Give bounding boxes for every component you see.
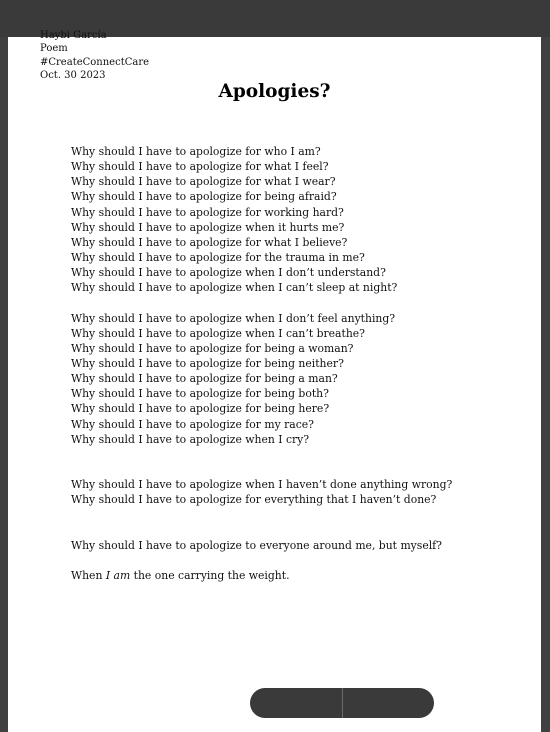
poem-line: Why should I have to apologize when I don’t feel anything? [71,311,396,325]
final-line-start: When [71,568,106,582]
poem-line: Why should I have to apologize for being here? [71,402,330,416]
page-controls[interactable] [250,688,434,718]
poem-line: Why should I have to apologize for everything that I haven’t done? [71,493,437,507]
poem-line: Why should I have to apologize to everyone around me, but myself? [71,538,442,552]
poem-line: Why should I have to apologize for my race? [71,417,314,431]
stanza-1 [71,144,452,295]
poem-line: Why should I have to apologize for the trauma in me? [71,250,365,264]
final-line-emphasis: I am [105,568,131,582]
poem-line: Why should I have to apologize when I can’t breathe? [71,326,365,340]
hashtag: #CreateConnectCare [40,56,150,68]
poem-line: Why should I have to apologize for what I feel? [71,160,329,174]
poem-line: Why should I have to apologize for what I wear? [71,175,336,189]
poem-line: Why should I have to apologize for working hard? [71,205,344,219]
poem-line: Why should I have to apologize for who I am? [71,145,321,158]
stanza-4 [71,538,452,553]
poem-line: Why should I have to apologize when I haven’t done anything wrong? [71,478,453,492]
poem-line: Why should I have to apologize for being neither? [71,356,344,370]
poem-line: Why should I have to apologize for being afraid? [71,190,337,204]
final-line-end: the one carrying the weight. [130,568,290,582]
poem-line: Why should I have to apologize when I don’t understand? [71,266,386,280]
final-line [71,568,452,583]
author-name: Haybi García [40,30,107,41]
poem-line: Why should I have to apologize for being both? [71,387,329,401]
viewer-left-margin [0,37,8,732]
poem-body [71,144,452,583]
document-date: Oct. 30 2023 [40,69,106,81]
document-page [8,30,541,732]
page-control-left[interactable] [250,688,342,718]
poem-title: Apologies? [218,81,331,102]
document-meta [40,29,149,82]
document-type: Poem [40,43,68,55]
viewer-right-margin [541,37,550,732]
poem-line: Why should I have to apologize for being a woman? [71,341,354,355]
poem-line: Why should I have to apologize when I can’t sleep at night? [71,281,398,295]
page-control-right[interactable] [343,688,435,718]
poem-line: Why should I have to apologize when it hurts me? [71,220,345,234]
poem-line: Why should I have to apologize for being a man? [71,372,338,386]
stanza-3 [71,477,452,507]
poem-line: Why should I have to apologize when I cry? [71,432,310,446]
poem-line: Why should I have to apologize for what I believe? [71,235,348,249]
stanza-2 [71,311,452,447]
